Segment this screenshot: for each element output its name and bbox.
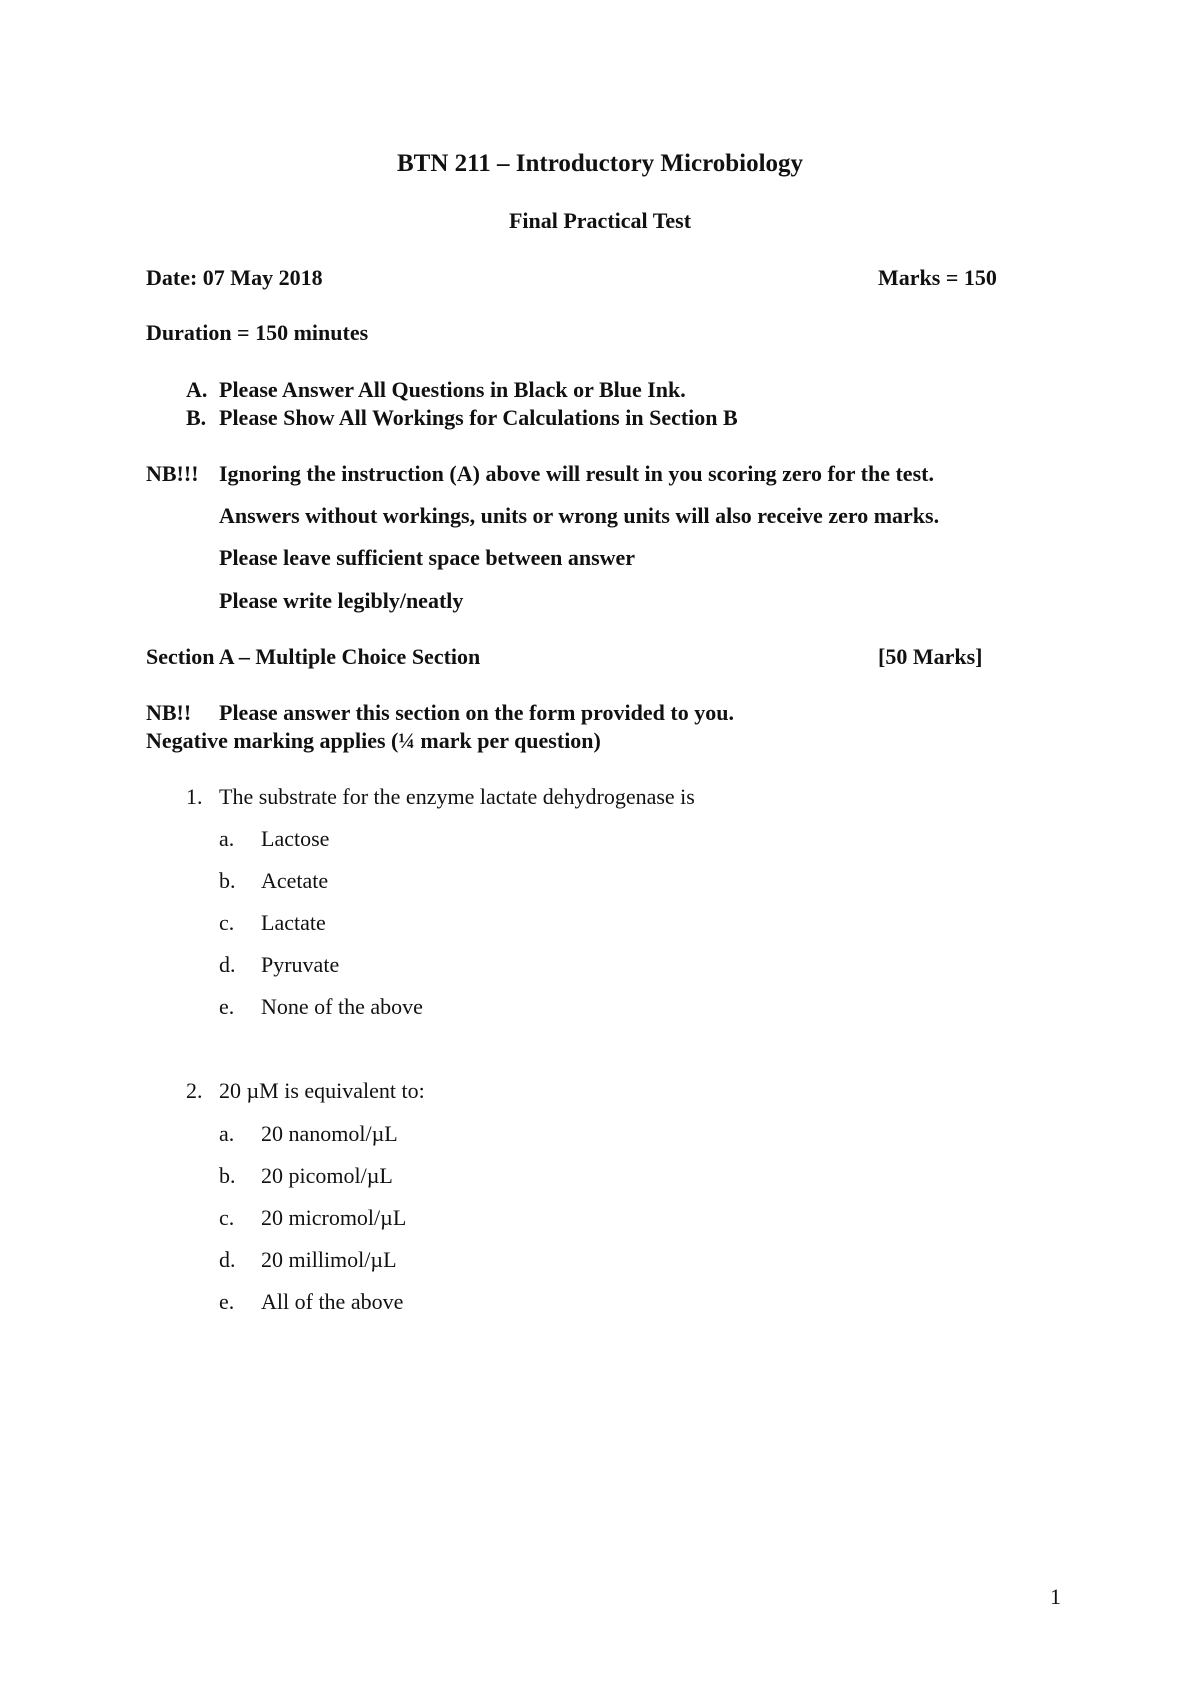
option-letter: d. [219, 1247, 236, 1272]
instruction-letter: A. [186, 377, 208, 402]
negative-marking-note: Negative marking applies (¼ mark per question) [146, 728, 601, 753]
nb-line: Please write legibly/neatly [219, 588, 464, 613]
option-text: Pyruvate [261, 952, 340, 977]
page-number: 1 [1050, 1584, 1061, 1609]
option-text: None of the above [261, 994, 423, 1019]
option-letter: c. [219, 910, 235, 935]
option-text: Acetate [261, 868, 329, 893]
document-title: BTN 211 – Introductory Microbiology [396, 150, 804, 177]
option-text: Lactose [261, 826, 330, 851]
option-letter: a. [219, 826, 235, 851]
question-text: The substrate for the enzyme lactate dehydrogenase is [219, 784, 695, 809]
nb-label: NB!!! [146, 461, 199, 486]
option-text: 20 nanomol/µL [261, 1121, 398, 1146]
total-marks: Marks = 150 [878, 265, 997, 290]
option-text: All of the above [261, 1289, 404, 1314]
section-nb-label: NB!! [146, 700, 192, 725]
option-letter: e. [219, 994, 235, 1019]
section-nb-text: Please answer this section on the form provided to you. [219, 700, 734, 725]
option-text: 20 micromol/µL [261, 1205, 407, 1230]
section-a-title: Section A – Multiple Choice Section [146, 644, 481, 669]
instruction-text: Please Show All Workings for Calculations in Section B [219, 405, 738, 430]
nb-line: Answers without workings, units or wrong units will also receive zero marks. [219, 503, 940, 528]
exam-date: Date: 07 May 2018 [146, 265, 323, 290]
option-letter: a. [219, 1121, 235, 1146]
question-text: 20 µM is equivalent to: [219, 1078, 425, 1103]
option-text: 20 millimol/µL [261, 1247, 397, 1272]
option-letter: e. [219, 1289, 235, 1314]
option-text: 20 picomol/µL [261, 1163, 393, 1188]
instruction-letter: B. [186, 405, 207, 430]
question-number: 2. [186, 1078, 203, 1103]
option-letter: b. [219, 868, 236, 893]
exam-duration: Duration = 150 minutes [146, 320, 369, 345]
option-letter: c. [219, 1205, 235, 1230]
section-a-marks: [50 Marks] [878, 644, 983, 669]
question-number: 1. [186, 784, 203, 809]
document-subtitle: Final Practical Test [508, 208, 692, 233]
nb-line: Please leave sufficient space between answer [219, 545, 636, 570]
option-text: Lactate [261, 910, 326, 935]
instruction-text: Please Answer All Questions in Black or Blue Ink. [219, 377, 686, 402]
nb-line: Ignoring the instruction (A) above will result in you scoring zero for the test. [219, 461, 934, 486]
option-letter: d. [219, 952, 236, 977]
option-letter: b. [219, 1163, 236, 1188]
